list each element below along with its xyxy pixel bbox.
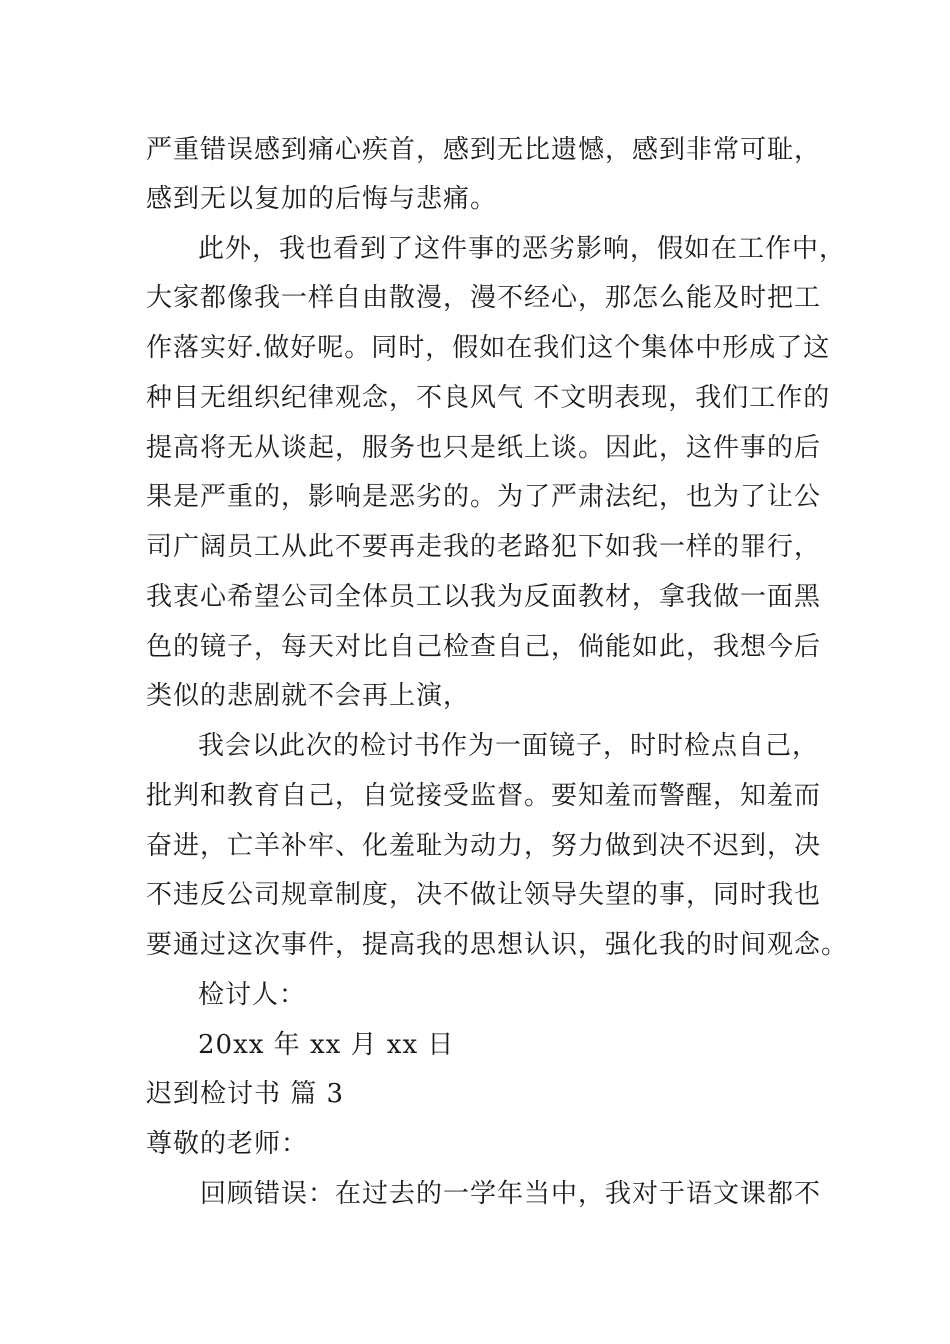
paragraph-line: 严重错误感到痛心疾首，感到无比遗憾，感到非常可耻， [146,135,822,165]
paragraph-line: 我衷心希望公司全体员工以我为反面教材，拿我做一面黑 [146,582,822,612]
paragraph-line: 提高将无从谈起，服务也只是纸上谈。因此，这件事的后 [146,433,822,463]
paragraph-line: 作落实好.做好呢。同时，假如在我们这个集体中形成了这 [146,333,831,363]
paragraph-line: 感到无以复加的后悔与悲痛。 [146,184,498,214]
paragraph-line: 回顾错误：在过去的一学年当中，我对于语文课都不 [200,1179,822,1209]
paragraph-line: 色的镜子，每天对比自己检查自己，倘能如此，我想今后 [146,632,822,662]
signature-label: 检讨人： [198,980,307,1010]
section-heading: 迟到检讨书 篇 3 [146,1079,345,1109]
paragraph-line: 奋进，亡羊补牢、化羞耻为动力，努力做到决不迟到，决 [146,831,822,861]
salutation: 尊敬的老师： [146,1129,309,1159]
paragraph-line: 种目无组织纪律观念，不良风气 不文明表现，我们工作的 [146,383,831,413]
paragraph-line: 我会以此次的检讨书作为一面镜子，时时检点自己， [198,731,820,761]
date-line: 20xx 年 xx 月 xx 日 [198,1030,455,1060]
paragraph-line: 果是严重的，影响是恶劣的。为了严肃法纪，也为了让公 [146,482,822,512]
paragraph-line: 类似的悲剧就不会再上演， [146,681,471,711]
paragraph-line: 要通过这次事件，提高我的思想认识，强化我的时间观念。 [146,930,849,960]
paragraph-line: 大家都像我一样自由散漫，漫不经心，那怎么能及时把工 [146,283,822,313]
paragraph-line: 司广阔员工从此不要再走我的老路犯下如我一样的罪行， [146,532,822,562]
paragraph-line: 不违反公司规章制度，决不做让领导失望的事，同时我也 [146,880,822,910]
paragraph-line: 此外，我也看到了这件事的恶劣影响，假如在工作中， [198,234,847,264]
paragraph-line: 批判和教育自己，自觉接受监督。要知羞而警醒，知羞而 [146,781,822,811]
